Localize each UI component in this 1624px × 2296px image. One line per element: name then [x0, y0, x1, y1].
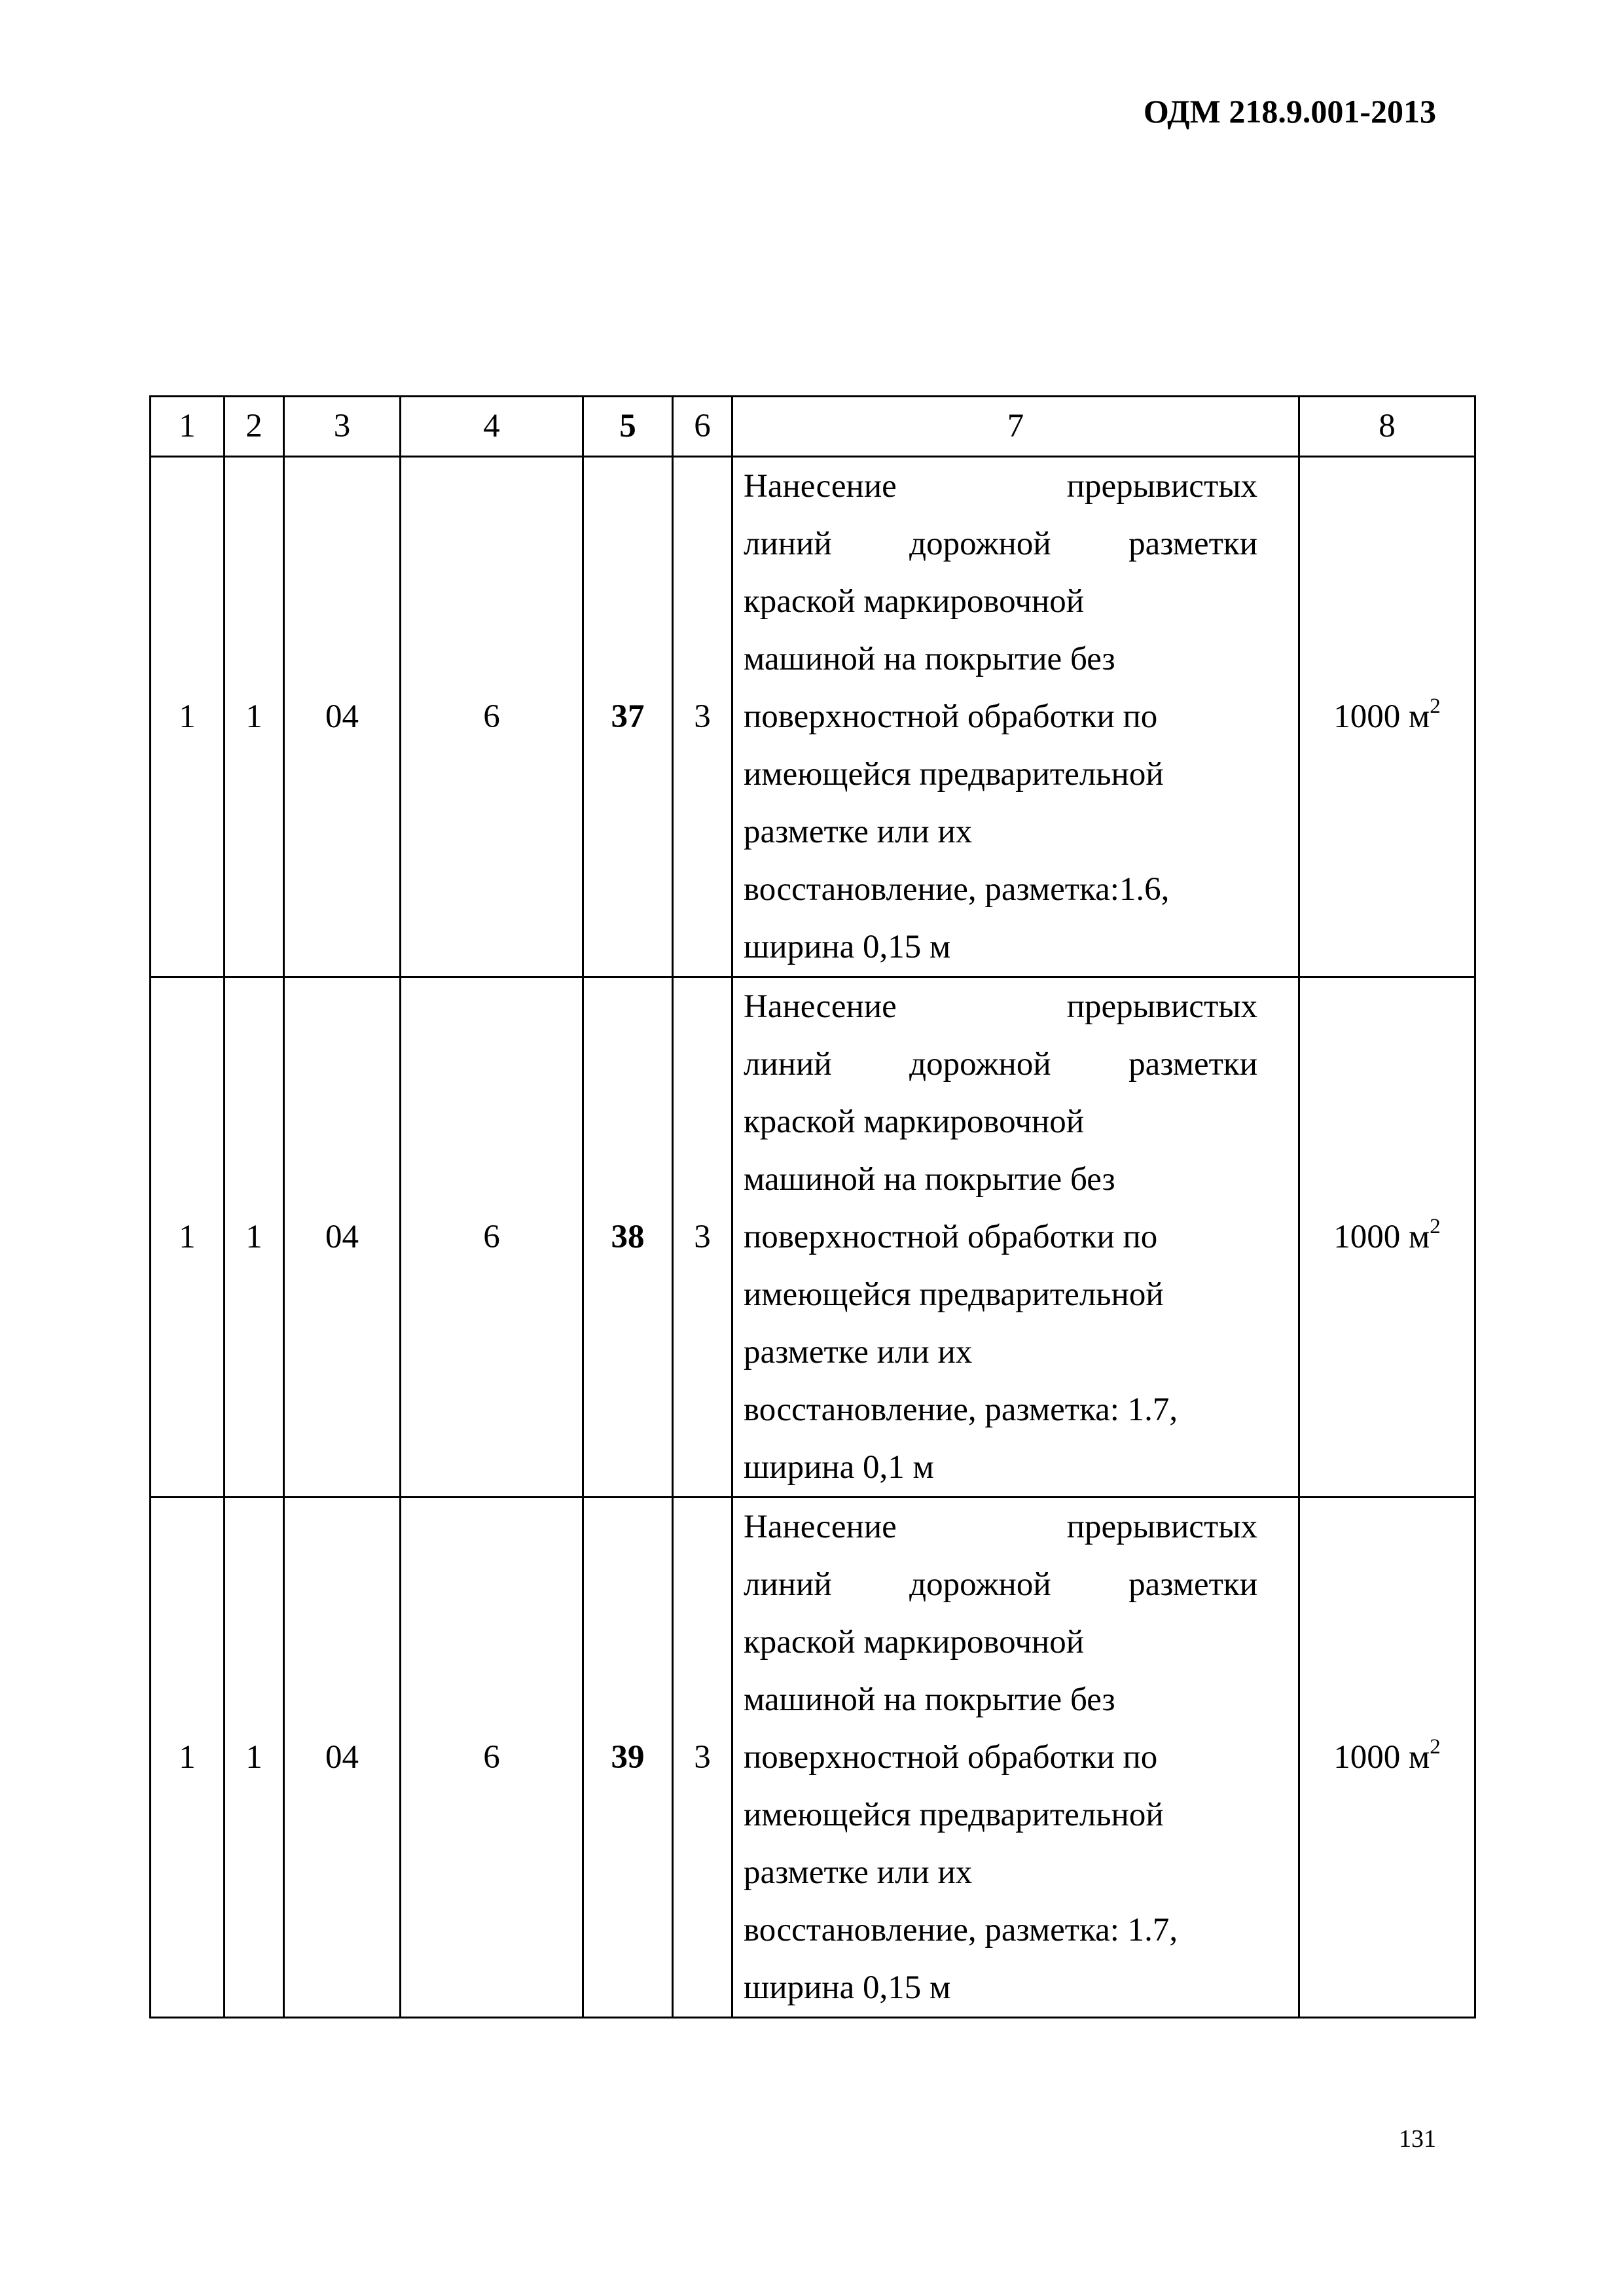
- column-number-6: 6: [673, 397, 732, 457]
- page-number: 131: [1399, 2125, 1436, 2153]
- description-line: поверхностной обработки по: [744, 698, 1158, 735]
- description-line: восстановление, разметка: 1.7,: [744, 1391, 1178, 1428]
- unit-superscript: 2: [1430, 1215, 1441, 1238]
- unit-text: 1000 м: [1333, 698, 1430, 735]
- column-number-8: 8: [1299, 397, 1475, 457]
- description-line: ширина 0,15 м: [744, 1969, 951, 2006]
- cell-col3: 04: [284, 457, 401, 977]
- cell-col3: 04: [284, 1498, 401, 2018]
- description-line: ширина 0,1 м: [744, 1449, 934, 1486]
- description-line: машиной на покрытие без: [744, 1161, 1115, 1198]
- cell-col6: 3: [673, 457, 732, 977]
- description-line: краской маркировочной: [744, 583, 1085, 620]
- column-number-4: 4: [401, 397, 583, 457]
- cell-unit: [1299, 457, 1475, 977]
- description-line: Нанесение прерывистых: [744, 988, 1257, 1025]
- cell-col1: 1: [151, 457, 225, 977]
- cell-description: [732, 457, 1299, 977]
- unit-text: 1000 м: [1333, 1739, 1430, 1776]
- description-line: линий дорожной разметки: [744, 1046, 1257, 1083]
- cell-col4: 6: [401, 457, 583, 977]
- description-line: машиной на покрытие без: [744, 641, 1115, 677]
- description-line: машиной на покрытие без: [744, 1681, 1115, 1718]
- description-line: Нанесение прерывистых: [744, 468, 1257, 505]
- description-line: восстановление, разметка:1.6,: [744, 871, 1170, 908]
- column-number-5: 5: [583, 397, 673, 457]
- description-line: имеющейся предварительной: [744, 1797, 1164, 1833]
- cell-col6: 3: [673, 1498, 732, 2018]
- description-line: разметке или их: [744, 814, 973, 850]
- description-line: разметке или их: [744, 1334, 973, 1371]
- table-row: [151, 1498, 1475, 2018]
- cell-col2: 1: [225, 977, 284, 1498]
- cell-col2: 1: [225, 457, 284, 977]
- column-number-7: 7: [732, 397, 1299, 457]
- description-line: имеющейся предварительной: [744, 756, 1164, 793]
- description-line: ширина 0,15 м: [744, 929, 951, 965]
- document-code: ОДМ 218.9.001-2013: [1143, 93, 1436, 130]
- unit-superscript: 2: [1430, 694, 1441, 718]
- specification-table: [149, 395, 1476, 2018]
- cell-col5-code: 37: [583, 457, 673, 977]
- description-line: имеющейся предварительной: [744, 1276, 1164, 1313]
- cell-col4: 6: [401, 977, 583, 1498]
- column-number-2: 2: [225, 397, 284, 457]
- description-line: поверхностной обработки по: [744, 1739, 1158, 1776]
- cell-unit: [1299, 977, 1475, 1498]
- unit-text: 1000 м: [1333, 1219, 1430, 1255]
- cell-description: [732, 1498, 1299, 2018]
- description-line: Нанесение прерывистых: [744, 1509, 1257, 1545]
- description-line: разметке или их: [744, 1854, 973, 1891]
- description-line: восстановление, разметка: 1.7,: [744, 1912, 1178, 1948]
- cell-col3: 04: [284, 977, 401, 1498]
- unit-superscript: 2: [1430, 1735, 1441, 1759]
- cell-col1: 1: [151, 977, 225, 1498]
- cell-col4: 6: [401, 1498, 583, 2018]
- column-number-1: 1: [151, 397, 225, 457]
- cell-unit: [1299, 1498, 1475, 2018]
- column-number-3: 3: [284, 397, 401, 457]
- cell-col2: 1: [225, 1498, 284, 2018]
- description-line: линий дорожной разметки: [744, 526, 1257, 562]
- description-line: линий дорожной разметки: [744, 1566, 1257, 1603]
- cell-col6: 3: [673, 977, 732, 1498]
- table-row: [151, 457, 1475, 977]
- cell-col5-code: 38: [583, 977, 673, 1498]
- cell-col1: 1: [151, 1498, 225, 2018]
- table-row: [151, 977, 1475, 1498]
- description-line: краской маркировочной: [744, 1103, 1085, 1140]
- description-line: краской маркировочной: [744, 1624, 1085, 1660]
- cell-description: [732, 977, 1299, 1498]
- description-line: поверхностной обработки по: [744, 1219, 1158, 1255]
- column-number-row: [151, 397, 1475, 457]
- cell-col5-code: 39: [583, 1498, 673, 2018]
